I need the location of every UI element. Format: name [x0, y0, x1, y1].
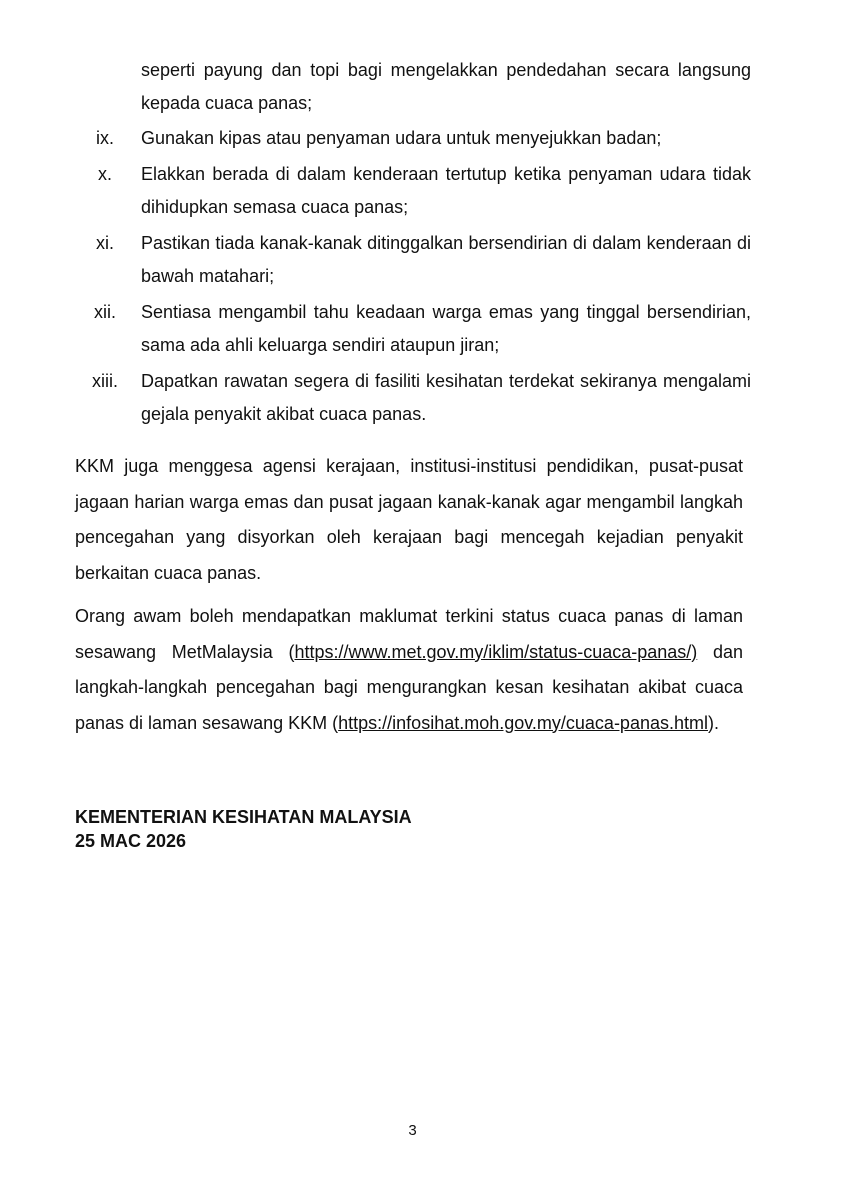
list-item-text: Pastikan tiada kanak-kanak ditinggalkan bersendirian di dalam kenderaan di bawah matahari;: [141, 233, 751, 286]
signoff-organization: KEMENTERIAN KESIHATAN MALAYSIA: [75, 807, 412, 827]
list-item: [75, 296, 751, 362]
list-item: [75, 365, 751, 431]
precaution-list: [75, 122, 751, 434]
kkm-link[interactable]: https://infosihat.moh.gov.my/cuaca-panas.html: [338, 712, 708, 733]
list-item-text: Elakkan berada di dalam kenderaan tertutup ketika penyaman udara tidak dihidupkan semasa cuaca panas;: [141, 164, 751, 217]
list-item: [75, 158, 751, 224]
page-number: 3: [408, 1122, 417, 1139]
paragraph-text: dan langkah-langkah pencegahan bagi mengurangkan kesan kesihatan akibat cuaca panas di laman sesawang KKM (: [75, 641, 743, 733]
list-numeral: xii.: [94, 302, 116, 322]
list-numeral: xi.: [96, 233, 114, 253]
list-numeral: xiii.: [92, 371, 118, 391]
list-item-continuation: seperti payung dan topi bagi mengelakkan pendedahan secara langsung kepada cuaca panas;: [141, 60, 751, 113]
paragraph-public-info: [75, 599, 743, 741]
signoff-block: [75, 805, 412, 853]
list-numeral: x.: [97, 164, 112, 184]
list-item-text: Dapatkan rawatan segera di fasiliti kesihatan terdekat sekiranya mengalami gejala penyakit akibat cuaca panas.: [141, 371, 751, 424]
paragraph-text: ).: [707, 712, 719, 733]
list-numeral: ix.: [96, 128, 114, 148]
paragraph-text: Orang awam boleh mendapatkan maklumat terkini status cuaca panas di laman sesawang MetMalaysia (: [75, 606, 743, 662]
list-item: [75, 227, 751, 293]
list-item-text: Sentiasa mengambil tahu keadaan warga emas yang tinggal bersendirian, sama ada ahli keluarga sendiri ataupun jiran;: [141, 302, 751, 355]
list-item: [75, 122, 751, 155]
metmalaysia-link[interactable]: https://www.met.gov.my/iklim/status-cuaca-panas/): [294, 641, 698, 662]
paragraph-agency-appeal: KKM juga menggesa agensi kerajaan, institusi-institusi pendidikan, pusat-pusat jagaan harian warga emas dan pusat jagaan kanak-kanak agar mengambil langkah pencegahan yang disyorkan oleh kerajaan bagi mencegah kejadian penyakit berkaitan cuaca panas.: [75, 456, 743, 583]
list-item-text: Gunakan kipas atau penyaman udara untuk menyejukkan badan;: [141, 128, 662, 148]
signoff-date: 25 MAC 2026: [75, 831, 187, 851]
